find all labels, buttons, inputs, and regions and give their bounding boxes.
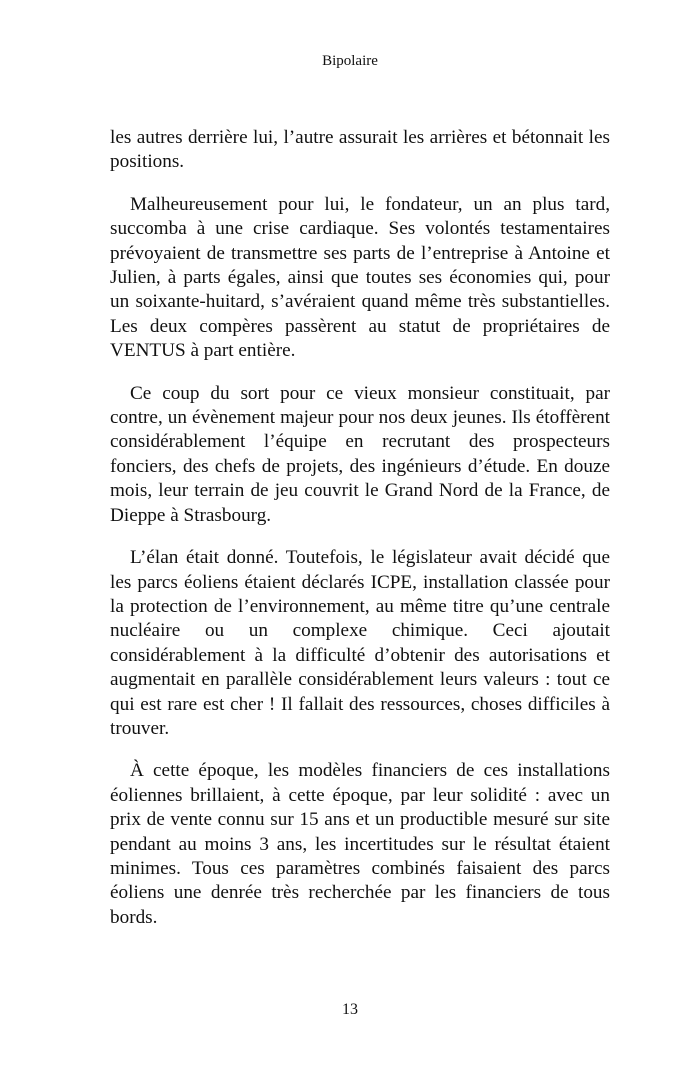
paragraph: À cette époque, les modèles financiers de ces installations éoliennes brillaient, à cette époque, par leur solidité : avec un prix de vente connu sur 15 ans et un productible mesuré sur site pendant au moins 3 ans, les incertitudes sur le résultat étaient minimes. Tous ces paramètres combinés faisaient des parcs éoliens une denrée très recherchée par les financiers de tous bords. (110, 760, 610, 928)
body-text (110, 126, 610, 948)
paragraph: L’élan était donné. Toutefois, le législateur avait décidé que les parcs éoliens étaient déclarés ICPE, installation classée pour la protection de l’environnement, au même titre qu’une centrale nucléaire ou un complexe chimique. Ceci ajoutait considérablement à la difficulté d’obtenir des autorisations et augmentait en parallèle considérablement leurs valeurs : tout ce qui est rare est cher ! Il fallait des ressources, choses difficiles à trouver. (110, 547, 610, 739)
page-number: 13 (342, 1001, 358, 1018)
paragraph: Malheureusement pour lui, le fondateur, un an plus tard, succomba à une crise cardiaque. Ses volontés testamentaires prévoyaient de transmettre ses parts de l’entreprise à Antoine et Julien, à parts égales, ainsi que toutes ses économies qui, pour un soixante-huitard, s’avéraient quand même très substantielles. Les deux compères passèrent au statut de propriétaires de VENTUS à part entière. (110, 193, 610, 362)
paragraph: les autres derrière lui, l’autre assurait les arrières et bétonnait les positions. (110, 127, 610, 173)
running-header: Bipolaire (322, 53, 378, 69)
paragraph: Ce coup du sort pour ce vieux monsieur constituait, par contre, un évènement majeur pour nos deux jeunes. Ils étoffèrent considérablement l’équipe en recrutant des prospecteurs fonciers, des chefs de projets, des ingénieurs d’étude. En douze mois, leur terrain de jeu couvrit le Grand Nord de la France, de Dieppe à Strasbourg. (110, 382, 610, 526)
